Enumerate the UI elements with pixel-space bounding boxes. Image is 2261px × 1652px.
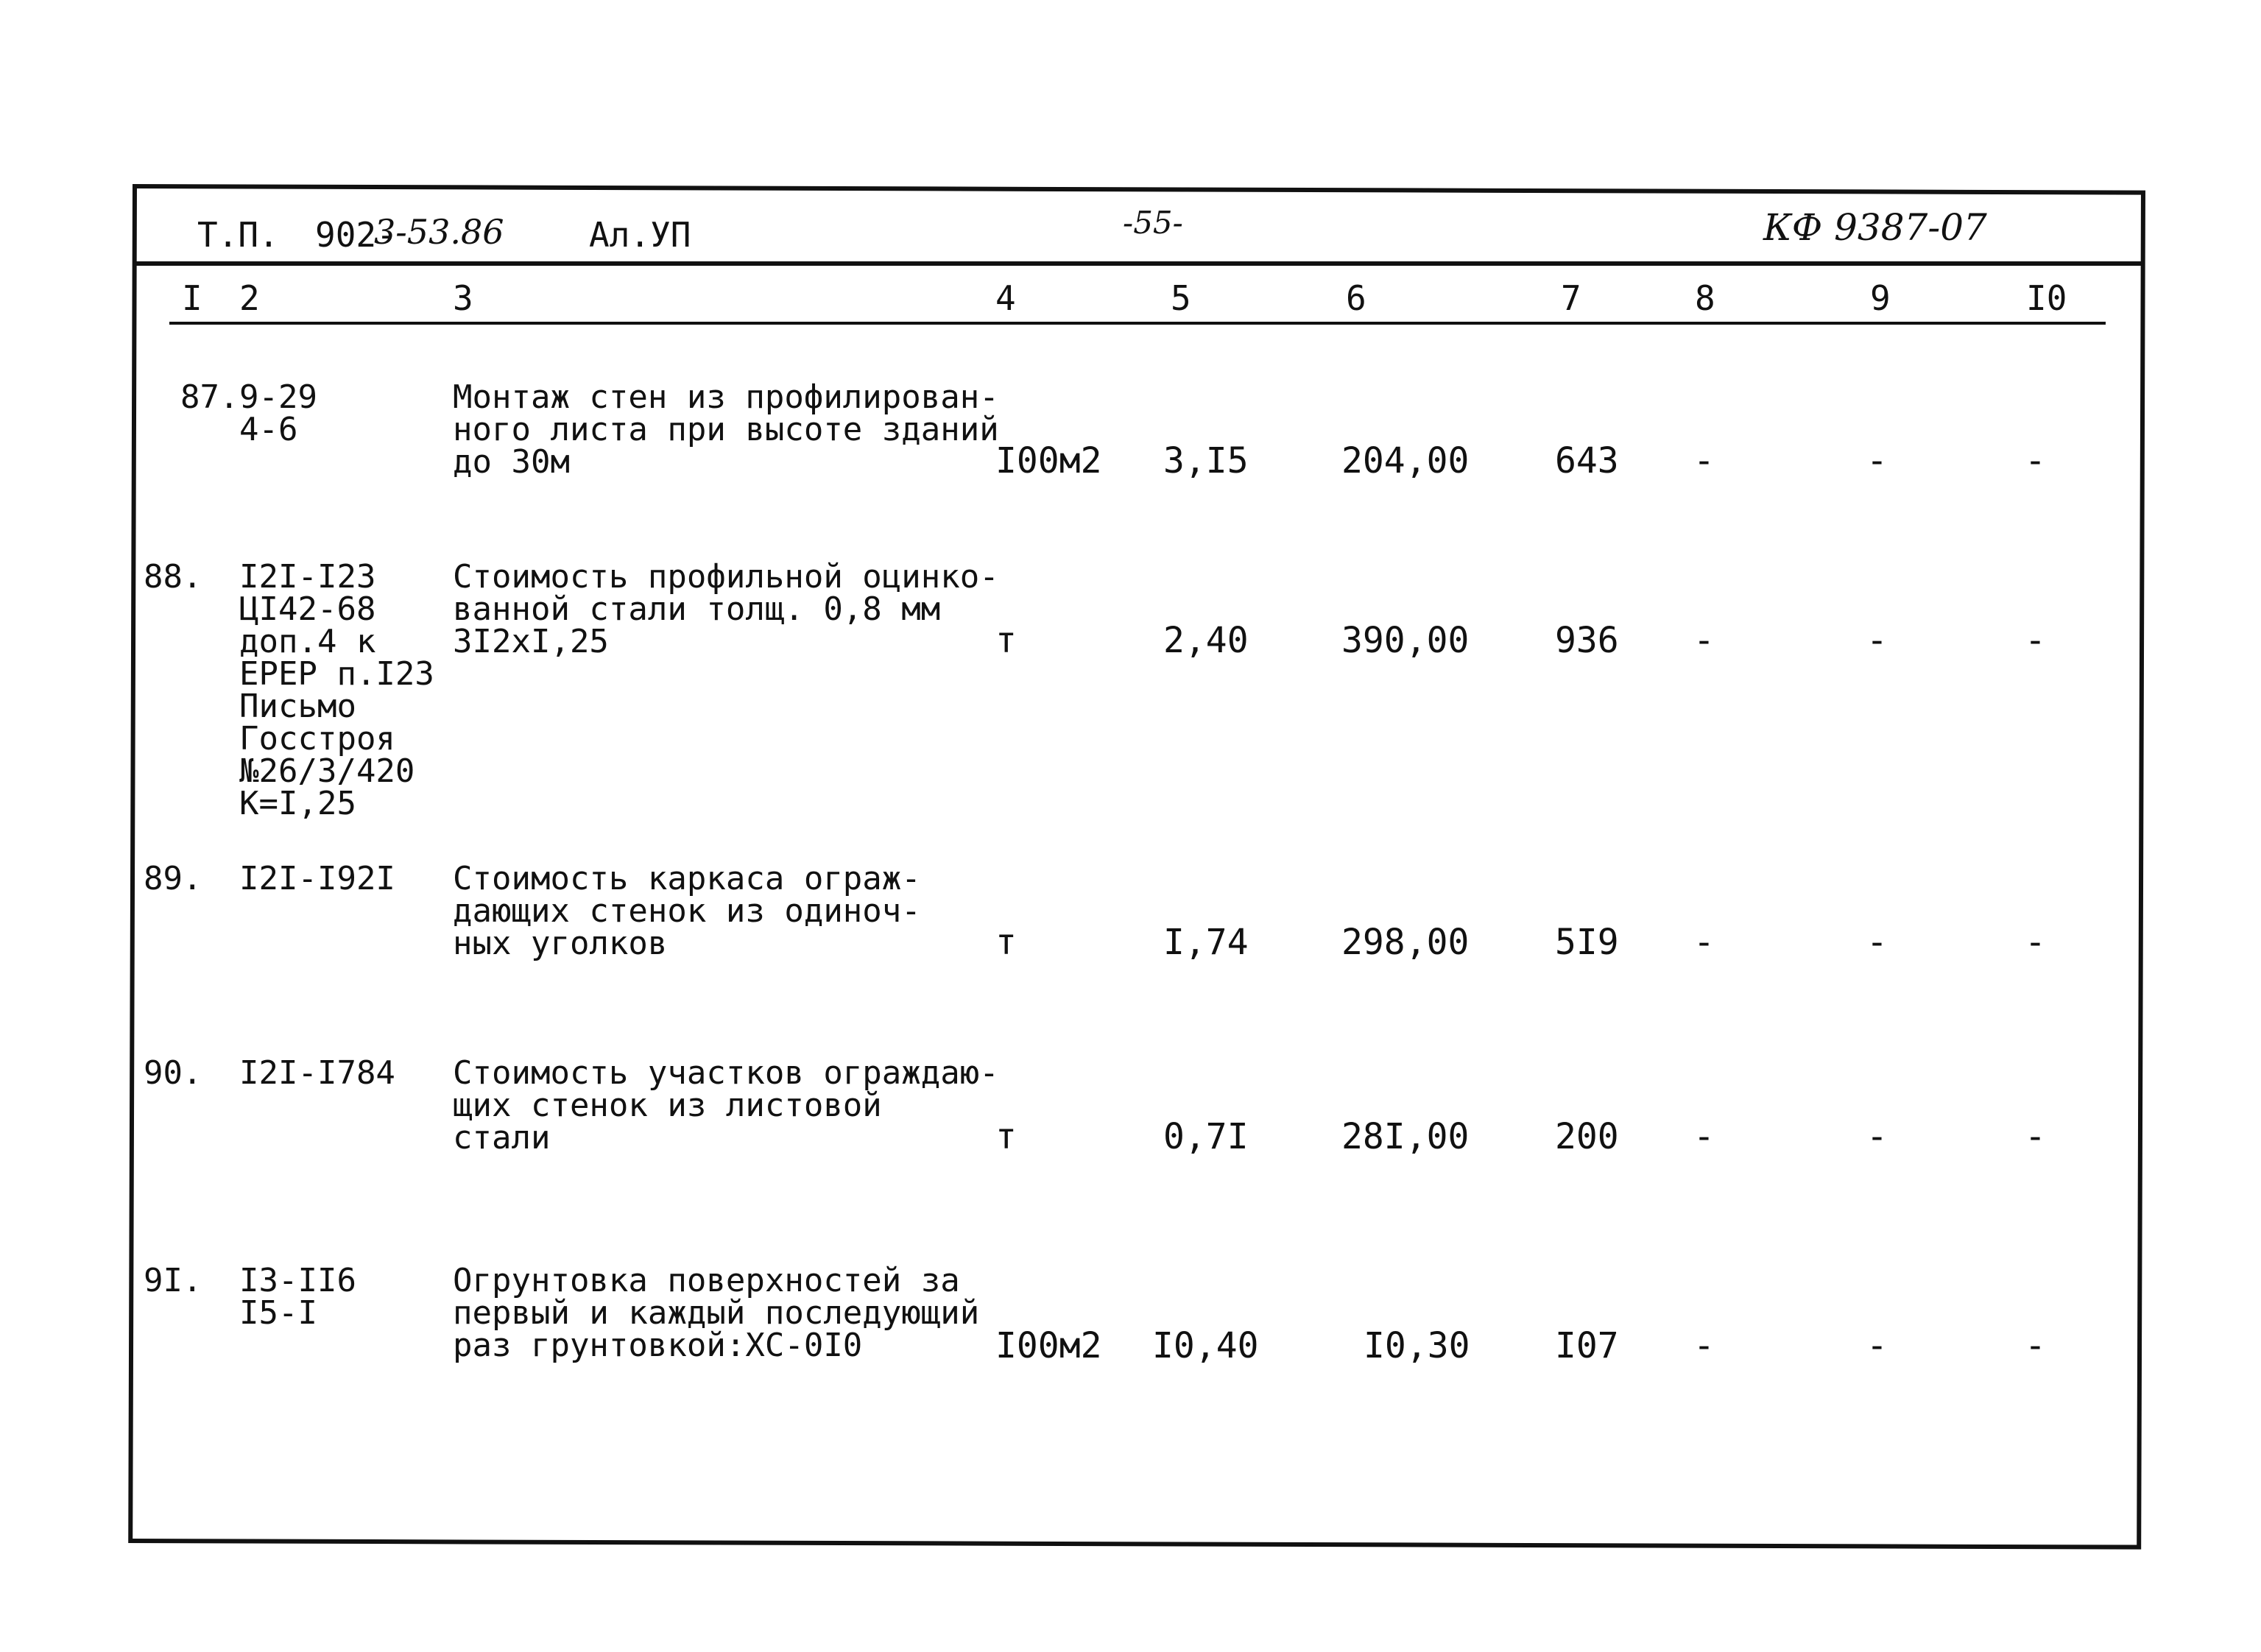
row-unit-price: 204,00	[1341, 440, 1470, 481]
row-number: 87.	[180, 378, 239, 416]
row-description: Стоимость профильной оцинко- ванной стали толщ. 0,8 мм 3I2хI,25	[453, 558, 999, 660]
page-number: -55-	[1123, 205, 1183, 241]
row-total: 643	[1555, 440, 1619, 481]
row-code: I2I-I784	[239, 1054, 395, 1092]
column-number-1: I	[182, 278, 202, 318]
column-number-4: 4	[995, 278, 1016, 318]
row-col10: -	[2025, 620, 2046, 661]
row-total: I07	[1555, 1325, 1619, 1366]
row-col9: -	[1866, 620, 1888, 661]
row-unit: I00м2	[995, 440, 1102, 481]
column-number-2: 2	[239, 278, 260, 318]
row-col9: -	[1866, 1325, 1888, 1366]
document-stamp: КФ 9387-07	[1763, 206, 1987, 249]
row-unit-price: 28I,00	[1341, 1116, 1470, 1157]
row-unit-price: I0,30	[1364, 1325, 1470, 1366]
row-col10: -	[2025, 440, 2046, 481]
row-col10: -	[2025, 1116, 2046, 1157]
row-quantity: I,74	[1163, 922, 1249, 963]
row-unit-price: 298,00	[1341, 922, 1470, 963]
project-prefix: Т.П.	[197, 215, 279, 255]
row-col8: -	[1693, 620, 1715, 661]
column-number-7: 7	[1561, 278, 1581, 318]
project-code-handwritten: 3-53.86	[374, 212, 504, 252]
table-frame	[128, 184, 2145, 1550]
row-description: Огрунтовка поверхностей за первый и каждый последующий раз грунтовкой:ХС-0I0	[453, 1262, 980, 1364]
row-code: I3-II6 I5-I	[239, 1262, 356, 1332]
row-number: 9I.	[144, 1262, 202, 1299]
column-number-10: I0	[2026, 278, 2067, 318]
column-numbers-divider	[169, 322, 2106, 325]
row-description: Стоимость каркаса ограж- дающих стенок из одиноч- ных уголков	[453, 860, 921, 962]
row-description: Монтаж стен из профилирован- ного листа при высоте зданий до 30м	[453, 378, 999, 481]
row-col9: -	[1866, 440, 1888, 481]
row-code: I2I-I92I	[239, 860, 395, 897]
column-number-9: 9	[1870, 278, 1891, 318]
row-quantity: I0,40	[1152, 1325, 1259, 1366]
row-col10: -	[2025, 1325, 2046, 1366]
album-label: Ал.УП	[589, 215, 691, 255]
row-unit-price: 390,00	[1341, 620, 1470, 661]
project-code-printed: 902-	[315, 215, 397, 255]
column-number-5: 5	[1171, 278, 1191, 318]
row-col8: -	[1693, 1116, 1715, 1157]
row-number: 90.	[144, 1054, 202, 1092]
row-number: 89.	[144, 860, 202, 897]
row-col8: -	[1693, 440, 1715, 481]
row-number: 88.	[144, 558, 202, 596]
column-number-3: 3	[453, 278, 473, 318]
row-total: 5I9	[1555, 922, 1619, 963]
row-col9: -	[1866, 922, 1888, 963]
column-number-6: 6	[1346, 278, 1366, 318]
row-unit: I00м2	[995, 1325, 1102, 1366]
column-number-8: 8	[1695, 278, 1715, 318]
header-divider	[133, 261, 2141, 266]
row-col9: -	[1866, 1116, 1888, 1157]
row-quantity: 3,I5	[1163, 440, 1249, 481]
row-unit: т	[995, 922, 1017, 963]
row-col8: -	[1693, 922, 1715, 963]
row-code: I2I-I23 ЦI42-68 доп.4 к ЕРЕР п.I23 Письмо Госстроя №26/3/420 К=I,25	[239, 558, 434, 822]
row-unit: т	[995, 1116, 1017, 1157]
row-quantity: 2,40	[1163, 620, 1249, 661]
row-total: 936	[1555, 620, 1619, 661]
row-unit: т	[995, 620, 1017, 661]
row-code: 9-29 4-6	[239, 378, 317, 448]
row-col8: -	[1693, 1325, 1715, 1366]
row-col10: -	[2025, 922, 2046, 963]
row-total: 200	[1555, 1116, 1619, 1157]
row-description: Стоимость участков ограждаю- щих стенок из листовой стали	[453, 1054, 999, 1157]
row-quantity: 0,7I	[1163, 1116, 1249, 1157]
